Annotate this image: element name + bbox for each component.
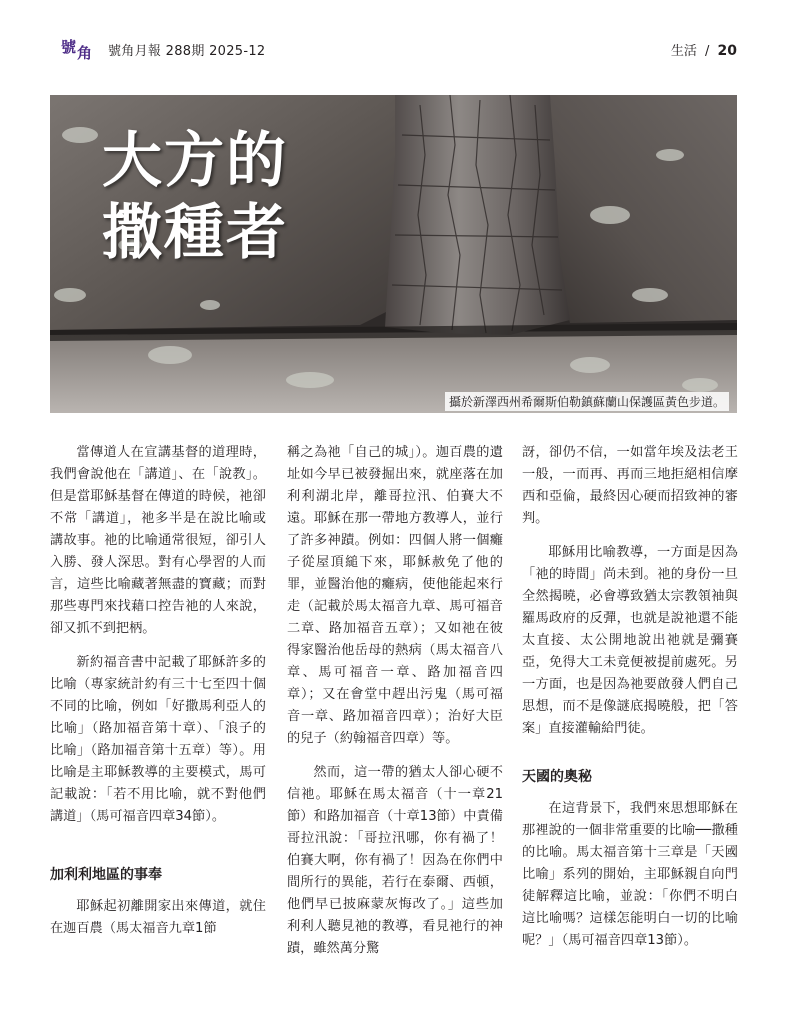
section-name: 生活 [670, 44, 697, 59]
photo-caption: 攝於新澤西州希爾斯伯勒鎮蘇蘭山保護區黃色步道。 [445, 392, 729, 411]
paragraph: 耶穌用比喻教導，一方面是因為「祂的時間」尚未到。祂的身份一旦全然揭曉，必會導致猶太宗教領袖與羅馬政府的反彈，也就是說祂還不能太直接、太公開地說出祂就是彌賽亞，免得大工未竟便被提前處死。另一方面，也是因為祂要啟發人們自己思想，而不是像謎底揭曉般，把「答案」直接灌輸給門徒。 [522, 545, 738, 736]
paragraph: 稱之為祂「自己的城」）。迦百農的遺址如今早已被發掘出來，就座落在加利利湖北岸，離哥拉汛、伯賽大不遠。耶穌在那一帶地方教導人，並行了許多神蹟。例如：四個人將一個癱子從屋頂縋下來，耶穌赦免了他的罪，並醫治他的癱病，使他能起來行走（記載於馬太福音九章、馬可福音二章、路加福音五章）；又如祂在彼得家醫治他岳母的熱病（馬太福音八章、馬可福音一章、路加福音四章）；又在會堂中趕出污鬼（馬可福音一章、路加福音四章）；治好大臣的兒子（約翰福音四章）等。 [287, 445, 503, 746]
section-label [671, 40, 737, 59]
paragraph: 在這背景下，我們來思想耶穌在那裡說的一個非常重要的比喻──撒種的比喻。馬太福音第十三章是「天國比喻」系列的開始，主耶穌親自向門徒解釋這比喻，並說：「你們不明白這比喻嗎？這樣怎能明白一切的比喻呢？」（馬可福音四章13節）。 [522, 801, 738, 948]
article-column-2 [287, 442, 503, 972]
article-title-line-2: 撒種者 [102, 198, 288, 268]
section-separator: / [704, 44, 710, 59]
page-number: 20 [717, 43, 737, 59]
paragraph: 新約福音書中記載了耶穌許多的比喻（專家統計約有三十七至四十個不同的比喻，例如「好撒馬利亞人的比喻」（路加福音第十章）、「浪子的比喻」（路加福音第十五章）等）。用比喻是主耶穌教導的主要模式，馬可記載說：「若不用比喻，就不對他們講道」（馬可福音四章34節）。 [50, 655, 266, 824]
article-column-1 [50, 442, 266, 952]
publication-logo [48, 28, 98, 72]
paragraph: 耶穌起初離開家出來傳道，就住在迦百農（馬太福音九章1節 [50, 899, 266, 936]
paragraph: 當傳道人在宣講基督的道理時，我們會說他在「講道」、在「說教」。但是當耶穌基督在傳道的時候，祂卻不常「講道」，祂多半是在說比喻或講故事。祂的比喻通常很短，卻引人入勝、發人深思。對有心學習的人而言，這些比喻藏著無盡的寶藏；而對那些專門來找藉口控告祂的人來說，卻又抓不到把柄。 [50, 445, 266, 636]
section-heading: 天國的奧秘 [522, 769, 592, 785]
article-title-line-1: 大方的 [102, 126, 288, 196]
logo-char-1: 號 [61, 38, 77, 56]
page-header [0, 0, 797, 90]
moon-logo-icon [48, 28, 98, 72]
hero-photo [50, 95, 737, 413]
article-column-3 [522, 442, 738, 964]
logo-char-2: 角 [77, 44, 93, 62]
section-heading: 加利利地區的事奉 [50, 867, 162, 883]
paragraph: 然而，這一帶的猶太人卻心硬不信祂。耶穌在馬太福音（十一章21節）和路加福音（十章13節）中責備哥拉汛說：「哥拉汛哪，你有禍了！伯賽大啊，你有禍了！因為在你們中間所行的異能，若行在泰爾、西頓，他們早已披麻蒙灰悔改了。」這些加利利人聽見祂的教導，看見祂行的神蹟，雖然萬分驚 [287, 765, 503, 956]
publication-info: 號角月報 288期 2025-12 [108, 44, 266, 59]
paragraph: 訝，卻仍不信，一如當年埃及法老王一般，一而再、再而三地拒絕相信摩西和亞倫，最終因心硬而招致神的審判。 [522, 445, 738, 526]
article-title [102, 125, 288, 269]
